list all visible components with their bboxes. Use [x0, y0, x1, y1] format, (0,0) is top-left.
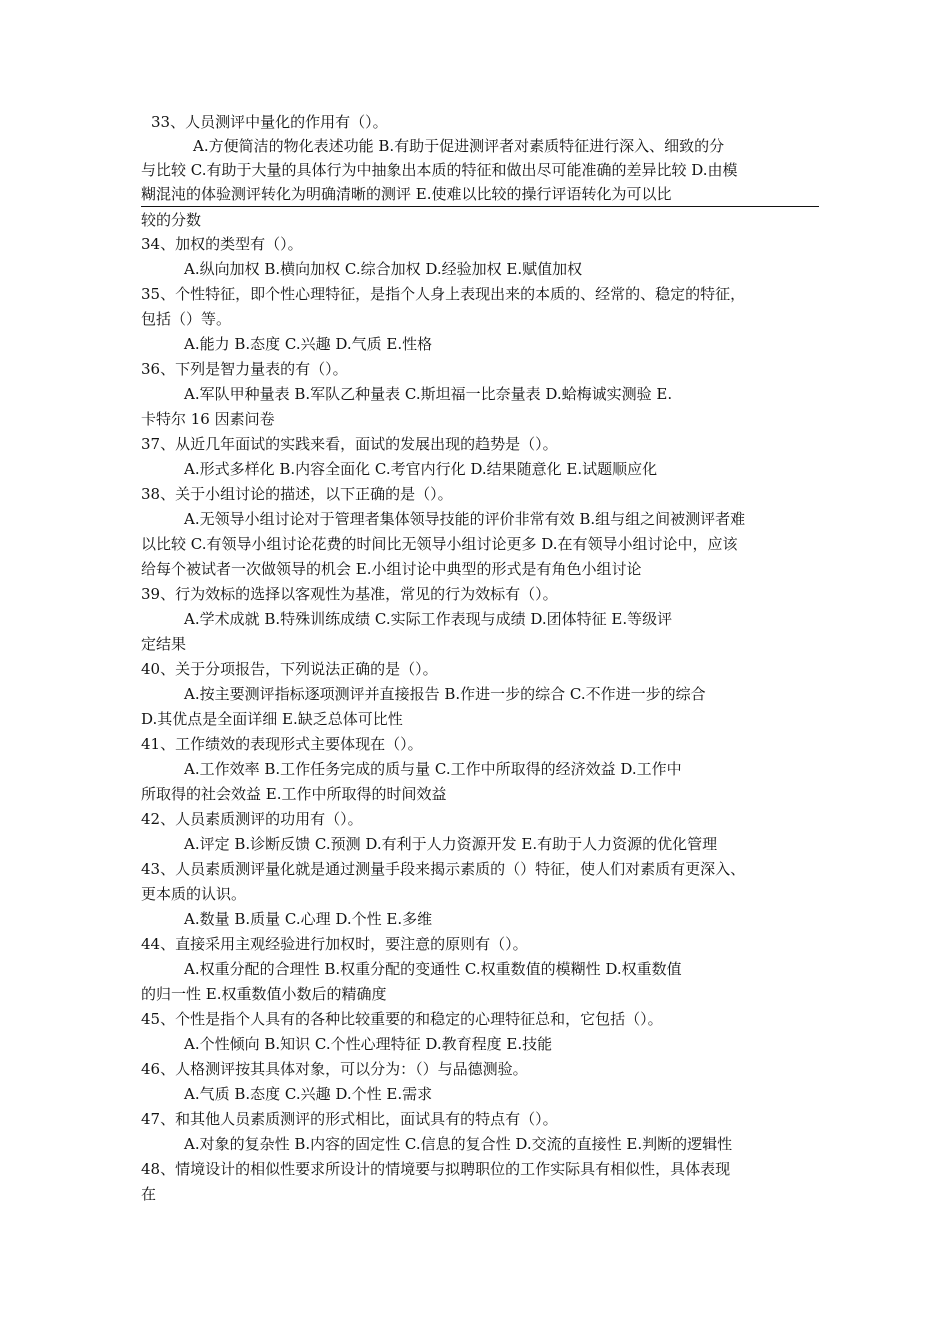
question-34-options: A.纵向加权 B.横向加权 C.综合加权 D.经验加权 E.赋值加权 — [184, 260, 583, 278]
question-33-options-cont: 与比较 C.有助于大量的具体行为中抽象出本质的特征和做出尽可能准确的差异比较 D.由模 — [141, 161, 738, 179]
question-33-options-cont: 糊混沌的体验测评转化为明确清晰的测评 E.使难以比较的操行评语转化为可以比 — [141, 185, 672, 203]
question-39: 39、行为效标的选择以客观性为基准，常见的行为效标有（）。 — [141, 585, 558, 603]
question-40: 40、关于分项报告，下列说法正确的是（）。 — [141, 660, 438, 678]
question-33-options: A.方便简洁的物化表述功能 B.有助于促进测评者对素质特征进行深入、细致的分 — [193, 137, 725, 155]
question-37: 37、从近几年面试的实践来看，面试的发展出现的趋势是（）。 — [141, 435, 558, 453]
question-44-options: A.权重分配的合理性 B.权重分配的变通性 C.权重数值的模糊性 D.权重数值 — [184, 960, 682, 978]
question-41-options: A.工作效率 B.工作任务完成的质与量 C.工作中所取得的经济效益 D.工作中 — [184, 760, 682, 778]
question-46-options: A.气质 B.态度 C.兴趣 D.个性 E.需求 — [184, 1085, 433, 1103]
question-43-options: A.数量 B.质量 C.心理 D.个性 E.多维 — [184, 910, 433, 928]
question-33-options-cont: 较的分数 — [141, 211, 202, 229]
question-35-cont: 包括（）等。 — [141, 310, 232, 328]
question-39-options-cont: 定结果 — [141, 635, 187, 653]
question-42-options: A.评定 B.诊断反馈 C.预测 D.有利于人力资源开发 E.有助于人力资源的优化管理 — [184, 835, 718, 853]
question-47-options: A.对象的复杂性 B.内容的固定性 C.信息的复合性 D.交流的直接性 E.判断的逻辑性 — [184, 1135, 733, 1153]
question-43: 43、人员素质测评量化就是通过测量手段来揭示素质的（）特征，使人们对素质有更深入、 — [141, 860, 746, 878]
question-38: 38、关于小组讨论的描述，以下正确的是（）。 — [141, 485, 453, 503]
question-35: 35、个性特征，即个性心理特征，是指个人身上表现出来的本质的、经常的、稳定的特征， — [141, 285, 746, 303]
question-39-options: A.学术成就 B.特殊训练成绩 C.实际工作表现与成绩 D.团体特征 E.等级评 — [184, 610, 673, 628]
question-46: 46、人格测评按其具体对象，可以分为：（）与品德测验。 — [141, 1060, 528, 1078]
question-33: 33、人员测评中量化的作用有（）。 — [151, 113, 388, 131]
question-37-options: A.形式多样化 B.内容全面化 C.考官内行化 D.结果随意化 E.试题顺应化 — [184, 460, 658, 478]
question-34: 34、加权的类型有（）。 — [141, 235, 303, 253]
question-36-options-cont: 卡特尔 16 因素问卷 — [141, 410, 275, 428]
question-43-cont: 更本质的认识。 — [141, 885, 247, 903]
question-40-options-cont: D.其优点是全面详细 E.缺乏总体可比性 — [141, 710, 403, 728]
question-38-options-cont: 给每个被试者一次做领导的机会 E.小组讨论中典型的形式是有角色小组讨论 — [141, 560, 642, 578]
question-36: 36、下列是智力量表的有（）。 — [141, 360, 348, 378]
question-44: 44、直接采用主观经验进行加权时，要注意的原则有（）。 — [141, 935, 528, 953]
question-35-options: A.能力 B.态度 C.兴趣 D.气质 E.性格 — [184, 335, 433, 353]
underline-rule — [141, 206, 819, 207]
question-40-options: A.按主要测评指标逐项测评并直接报告 B.作进一步的综合 C.不作进一步的综合 — [184, 685, 706, 703]
question-44-options-cont: 的归一性 E.权重数值小数后的精确度 — [141, 985, 387, 1003]
question-38-options-cont: 以比较 C.有领导小组讨论花费的时间比无领导小组讨论更多 D.在有领导小组讨论中，应该 — [141, 535, 738, 553]
question-45: 45、个性是指个人具有的各种比较重要的和稳定的心理特征总和，它包括（）。 — [141, 1010, 663, 1028]
question-41-options-cont: 所取得的社会效益 E.工作中所取得的时间效益 — [141, 785, 447, 803]
question-36-options: A.军队甲种量表 B.军队乙种量表 C.斯坦福一比奈量表 D.蛤梅诚实测验 E. — [184, 385, 673, 403]
question-45-options: A.个性倾向 B.知识 C.个性心理特征 D.教育程度 E.技能 — [184, 1035, 553, 1053]
question-48: 48、情境设计的相似性要求所设计的情境要与拟聘职位的工作实际具有相似性，具体表现 — [141, 1160, 731, 1178]
question-38-options: A.无领导小组讨论对于管理者集体领导技能的评价非常有效 B.组与组之间被测评者难 — [184, 510, 746, 528]
question-47: 47、和其他人员素质测评的形式相比，面试具有的特点有（）。 — [141, 1110, 558, 1128]
question-48-cont: 在 — [141, 1185, 157, 1203]
question-41: 41、工作绩效的表现形式主要体现在（）。 — [141, 735, 423, 753]
question-42: 42、人员素质测评的功用有（）。 — [141, 810, 363, 828]
